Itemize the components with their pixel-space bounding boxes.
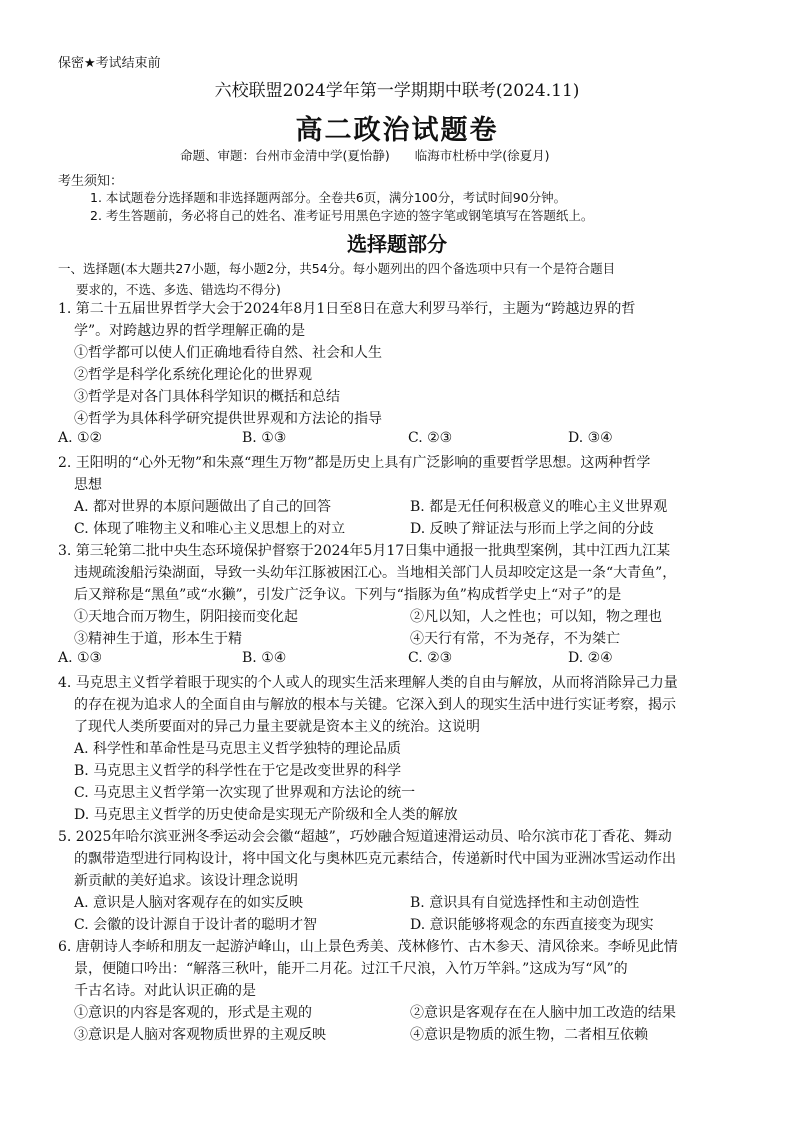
question-2-stem <box>58 452 748 496</box>
question-3-stem-line-1: 3. 第三轮第二批中央生态环境保护督察于2024年5月17日集中通报一批典型案例，其中江西九江某 <box>58 543 671 559</box>
section-title: 选择题部分 <box>347 232 447 256</box>
question-2-stem-line-1: 2. 王阳明的“心外无物”和朱熹“理生万物”都是历史上具有广泛影响的重要哲学思想。这两种哲学 <box>58 455 651 471</box>
question-6-item-1: ①意识的内容是客观的，形式是主观的 <box>74 1005 312 1021</box>
page-title: 高二政治试题卷 <box>295 115 499 146</box>
question-5-stem <box>58 826 748 892</box>
question-4-option-c[interactable]: C. 马克思主义哲学第一次实现了世界观和方法论的统一 <box>74 785 416 801</box>
question-1-item-3: ③哲学是对各门具体科学知识的概括和总结 <box>74 389 340 405</box>
question-6-item-3: ③意识是人脑对客观物质世界的主观反映 <box>74 1027 326 1043</box>
question-6-stem-line-1: 6. 唐朝诗人李峤和朋友一起游泸峰山，山上景色秀美、茂林修竹、古木参天、清风徐来。李峤见此情 <box>58 939 678 955</box>
question-5-stem-line-2: 的飘带造型进行同构设计，将中国文化与奥林匹克元素结合，传递新时代中国为亚洲冰雪运动作出 <box>74 851 676 867</box>
question-1-item-2: ②哲学是科学化系统化理论化的世界观 <box>74 367 312 383</box>
question-6-item-2: ②意识是客观存在在人脑中加工改造的结果 <box>410 1005 676 1021</box>
question-2-option-d[interactable]: D. 反映了辩证法与形而上学之间的分歧 <box>410 521 654 537</box>
question-4-option-b[interactable]: B. 马克思主义哲学的科学性在于它是改变世界的科学 <box>74 763 402 779</box>
authors-line: 命题、审题：台州市金清中学(夏怡静) 临海市杜桥中学(徐夏月) <box>180 148 550 163</box>
question-1-answer-a[interactable]: A. ①② <box>58 430 103 446</box>
question-2-option-c[interactable]: C. 体现了唯物主义和唯心主义思想上的对立 <box>74 521 346 537</box>
question-1-answer-d[interactable]: D. ③④ <box>568 430 613 446</box>
notice-title: 考生须知： <box>58 174 124 189</box>
question-2-stem-line-2: 思想 <box>74 477 102 493</box>
question-4-option-a[interactable]: A. 科学性和革命性是马克思主义哲学独特的理论品质 <box>74 741 402 757</box>
question-5-stem-line-1: 5. 2025年哈尔滨亚洲冬季运动会会徽“超越”，巧妙融合短道速滑运动员、哈尔滨市花丁香花、舞动 <box>58 829 672 845</box>
question-3-item-1: ①天地合而万物生，阴阳接而变化起 <box>74 609 298 625</box>
question-3-item-4: ④天行有常，不为尧存，不为桀亡 <box>410 631 620 647</box>
question-6-item-4: ④意识是物质的派生物，二者相互依赖 <box>410 1027 648 1043</box>
question-1-answer-c[interactable]: C. ②③ <box>408 430 453 446</box>
question-4-stem-line-3: 了现代人类所要面对的异己力量主要就是资本主义的统治。这说明 <box>74 719 480 735</box>
question-4-stem-line-2: 的存在视为追求人的全面自由与解放的根本与关键。它深入到人的现实生活中进行实证考察，揭示 <box>74 697 676 713</box>
instruction-line-2: 要求的，不选、多选、错选均不得分) <box>76 282 281 297</box>
question-6-stem-line-2: 景，便随口吟出：“解落三秋叶，能开二月花。过江千尺浪，入竹万竿斜。”这成为写“风”的 <box>74 961 628 977</box>
confidential-label: 保密★考试结束前 <box>58 56 161 71</box>
instruction-line-1: 一、选择题(本大题共27小题，每小题2分，共54分。每小题列出的四个备选项中只有一个是符合题目 <box>58 261 616 276</box>
question-4-option-d[interactable]: D. 马克思主义哲学的历史使命是实现无产阶级和全人类的解放 <box>74 807 458 823</box>
exam-title: 六校联盟2024学年第一学期期中联考(2024.11) <box>214 81 580 101</box>
question-3-answer-d[interactable]: D. ②④ <box>568 650 613 666</box>
question-3-answer-c[interactable]: C. ②③ <box>408 650 453 666</box>
question-2-option-b[interactable]: B. 都是无任何积极意义的唯心主义世界观 <box>410 499 668 515</box>
question-5-stem-line-3: 新贡献的美好追求。该设计理念说明 <box>74 873 298 889</box>
question-4-stem-line-1: 4. 马克思主义哲学着眼于现实的个人或人的现实生活来理解人类的自由与解放，从而将消除异己力量 <box>58 675 678 691</box>
question-3-item-3: ③精神生于道，形本生于精 <box>74 631 242 647</box>
question-3-stem-line-2: 违规疏浚船污染湖面，导致一头幼年江豚被困江心。当地相关部门人员却咬定这是一条“大青鱼”， <box>74 565 677 581</box>
question-2-option-a[interactable]: A. 都对世界的本原问题做出了自己的回答 <box>74 499 332 515</box>
question-1-stem-line-1: 1. 第二十五届世界哲学大会于2024年8月1日至8日在意大利罗马举行，主题为“跨越边界的哲 <box>58 301 636 317</box>
question-3-stem-line-3: 后又辩称是“黑鱼”或“水獭”，引发广泛争议。下列与“指豚为鱼”构成哲学史上“对子”的是 <box>74 587 622 603</box>
question-4-stem <box>58 672 748 738</box>
notice-item-1: 1. 本试题卷分选择题和非选择题两部分。全卷共6页，满分100分，考试时间90分钟。 <box>90 190 567 205</box>
question-1-item-1: ①哲学都可以使人们正确地看待自然、社会和人生 <box>74 345 382 361</box>
question-1-item-4: ④哲学为具体科学研究提供世界观和方法论的指导 <box>74 411 382 427</box>
question-3-answer-a[interactable]: A. ①③ <box>58 650 103 666</box>
question-5-option-b[interactable]: B. 意识具有自觉选择性和主动创造性 <box>410 895 640 911</box>
question-1-stem-line-2: 学”。对跨越边界的哲学理解正确的是 <box>74 323 306 339</box>
question-5-option-a[interactable]: A. 意识是人脑对客观存在的如实反映 <box>74 895 304 911</box>
section-instruction <box>58 258 748 300</box>
question-5-option-c[interactable]: C. 会徽的设计源自于设计者的聪明才智 <box>74 917 318 933</box>
question-3-answer-b[interactable]: B. ①④ <box>242 650 287 666</box>
question-3-item-2: ②凡以知，人之性也；可以知，物之理也 <box>410 609 662 625</box>
question-1-answer-b[interactable]: B. ①③ <box>242 430 287 446</box>
question-6-stem <box>58 936 748 1002</box>
question-1-stem <box>58 298 748 342</box>
notice-item-2: 2. 考生答题前，务必将自己的姓名、准考证号用黑色字迹的签字笔或钢笔填写在答题纸上。 <box>90 208 594 223</box>
question-6-stem-line-3: 千古名诗。对此认识正确的是 <box>74 983 256 999</box>
question-3-stem <box>58 540 748 606</box>
question-5-option-d[interactable]: D. 意识能够将观念的东西直接变为现实 <box>410 917 654 933</box>
